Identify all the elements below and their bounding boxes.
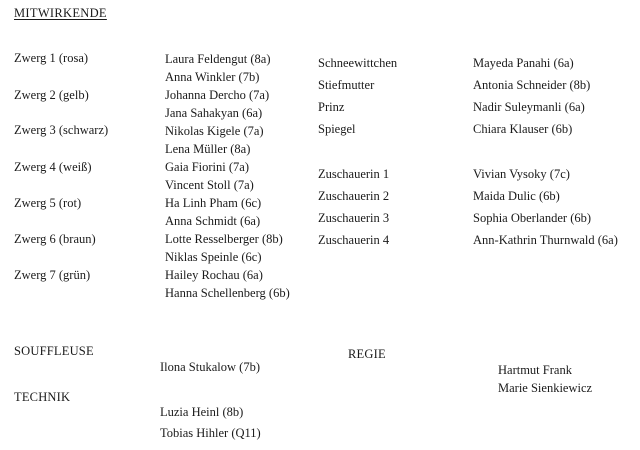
role-label: Zwerg 6 (braun) xyxy=(14,232,96,246)
actor-name: Chiara Klauser (6b) xyxy=(473,122,573,136)
role-label: Zuschauerin 3 xyxy=(318,211,390,225)
actor-name: Hanna Schellenberg (6b) xyxy=(165,286,290,300)
crew-name: Tobias Hihler (Q11) xyxy=(160,426,261,440)
souffleuse-label: SOUFFLEUSE xyxy=(14,344,94,358)
role-label: Schneewittchen xyxy=(318,56,398,70)
actor-name: Anna Winkler (7b) xyxy=(165,70,260,84)
actor-name: Ha Linh Pham (6c) xyxy=(165,196,262,210)
role-label: Zuschauerin 2 xyxy=(318,189,390,203)
role-label: Zwerg 1 (rosa) xyxy=(14,51,89,65)
role-label: Zwerg 3 (schwarz) xyxy=(14,123,109,137)
actor-name: Jana Sahakyan (6a) xyxy=(165,106,263,120)
role-label: Zuschauerin 4 xyxy=(318,233,390,247)
role-label: Zwerg 5 (rot) xyxy=(14,196,82,210)
actor-name: Nikolas Kigele (7a) xyxy=(165,124,264,138)
actor-name: Anna Schmidt (6a) xyxy=(165,214,261,228)
actor-name: Laura Feldengut (8a) xyxy=(165,52,271,66)
actor-name: Hailey Rochau (6a) xyxy=(165,268,263,282)
role-label: Stiefmutter xyxy=(318,78,375,92)
role-label: Zwerg 4 (weiß) xyxy=(14,160,92,174)
role-label: Prinz xyxy=(318,100,345,114)
actor-name: Lotte Resselberger (8b) xyxy=(165,232,283,246)
regie-label: REGIE xyxy=(348,347,386,361)
role-label: Zwerg 7 (grün) xyxy=(14,268,91,282)
technik-label: TECHNIK xyxy=(14,390,71,404)
page-title: MITWIRKENDE xyxy=(14,6,107,20)
actor-name: Antonia Schneider (8b) xyxy=(473,78,591,92)
actor-name: Gaia Fiorini (7a) xyxy=(165,160,250,174)
actor-name: Maida Dulic (6b) xyxy=(473,189,560,203)
crew-name: Ilona Stukalow (7b) xyxy=(160,360,260,374)
actor-name: Johanna Dercho (7a) xyxy=(165,88,270,102)
actor-name: Sophia Oberlander (6b) xyxy=(473,211,592,225)
actor-name: Niklas Speinle (6c) xyxy=(165,250,262,264)
actor-name: Lena Müller (8a) xyxy=(165,142,251,156)
actor-name: Vivian Vysoky (7c) xyxy=(473,167,570,181)
role-label: Zwerg 2 (gelb) xyxy=(14,88,89,102)
role-label: Zuschauerin 1 xyxy=(318,167,390,181)
crew-name: Hartmut Frank xyxy=(498,363,572,377)
actor-name: Ann-Kathrin Thurnwald (6a) xyxy=(473,233,618,247)
actor-name: Vincent Stoll (7a) xyxy=(165,178,254,192)
crew-name: Luzia Heinl (8b) xyxy=(160,405,244,419)
actor-name: Nadir Suleymanli (6a) xyxy=(473,100,585,114)
crew-name: Marie Sienkiewicz xyxy=(498,381,593,395)
actor-name: Mayeda Panahi (6a) xyxy=(473,56,574,70)
role-label: Spiegel xyxy=(318,122,356,136)
